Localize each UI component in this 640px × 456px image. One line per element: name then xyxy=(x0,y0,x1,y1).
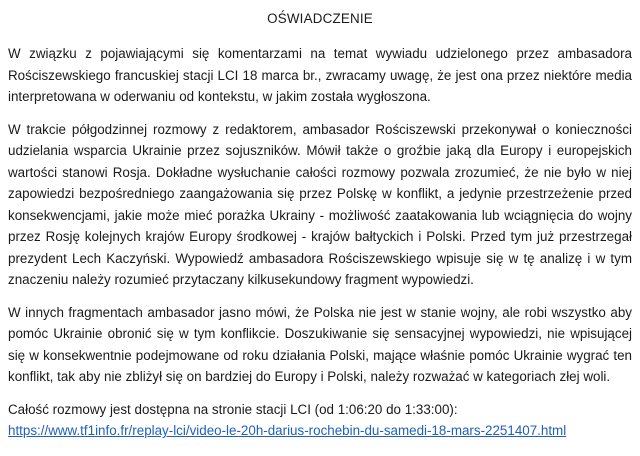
paragraph-other-fragments: W innych fragmentach ambasador jasno mówi, że Polska nie jest w stanie wojny, ale robi wszystko aby pomóc Ukrainie obronić się w tym konflikcie. Doszukiwanie się sensacyjnej wypowiedzi, nie wpisującej się w konsekwentnie podejmowane od roku działania Polski, mające właśnie pomóc Ukrainie wygrać ten konflikt, tak aby nie zbliżył się on bardziej do Europy i Polski, należy rozważać w kategoriach złej woli. xyxy=(8,304,632,384)
document-title: OŚWIADCZENIE xyxy=(267,11,373,26)
lci-replay-link[interactable]: https://www.tf1info.fr/replay-lci/video-le-20h-darius-rochebin-du-samedi-18-mars-2251407.html xyxy=(8,423,567,438)
paragraph-context: W związku z pojawiającymi się komentarzami na temat wywiadu udzielonego przez ambasadora Rościszewskiego francuskiej stacji LCI 18 marca br., zwracamy uwagę, że jest ona przez niektóre media interpretowana w oderwaniu od kontekstu, w jakim została wygłoszona. xyxy=(8,46,632,104)
statement-document xyxy=(8,8,632,442)
paragraph-interview-summary: W trakcie półgodzinnej rozmowy z redaktorem, ambasador Rościszewski przekonywał o konieczności udzielania wsparcia Ukrainie przez sojuszników. Mówił także o groźbie jaką dla Europy i europejskich wartości stanowi Rosja. Dokładne wysłuchanie całości rozmowy pozwala zrozumieć, że nie było w niej zapowiedzi bezpośredniego zaangażowania się przez Polskę w konflikt, a jedynie przestrzeżenie przed konsekwencjami, jakie może mieć porażka Ukrainy - możliwość zaatakowania lub wciągnięcia do wojny przez Rosję kolejnych krajów Europy środkowej - krajów bałtyckich i Polski. Przed tym już przestrzegał prezydent Lech Kaczyński. Wypowiedź ambasadora Rościszewskiego wpisuje się w tę analizę i w tym znaczeniu należy rozumieć przytaczany kilkusekundowy fragment wypowiedzi. xyxy=(8,121,632,287)
closing-paragraph xyxy=(8,399,632,442)
closing-text: Całość rozmowy jest dostępna na stronie stacji LCI (od 1:06:20 do 1:33:00): xyxy=(8,401,458,417)
